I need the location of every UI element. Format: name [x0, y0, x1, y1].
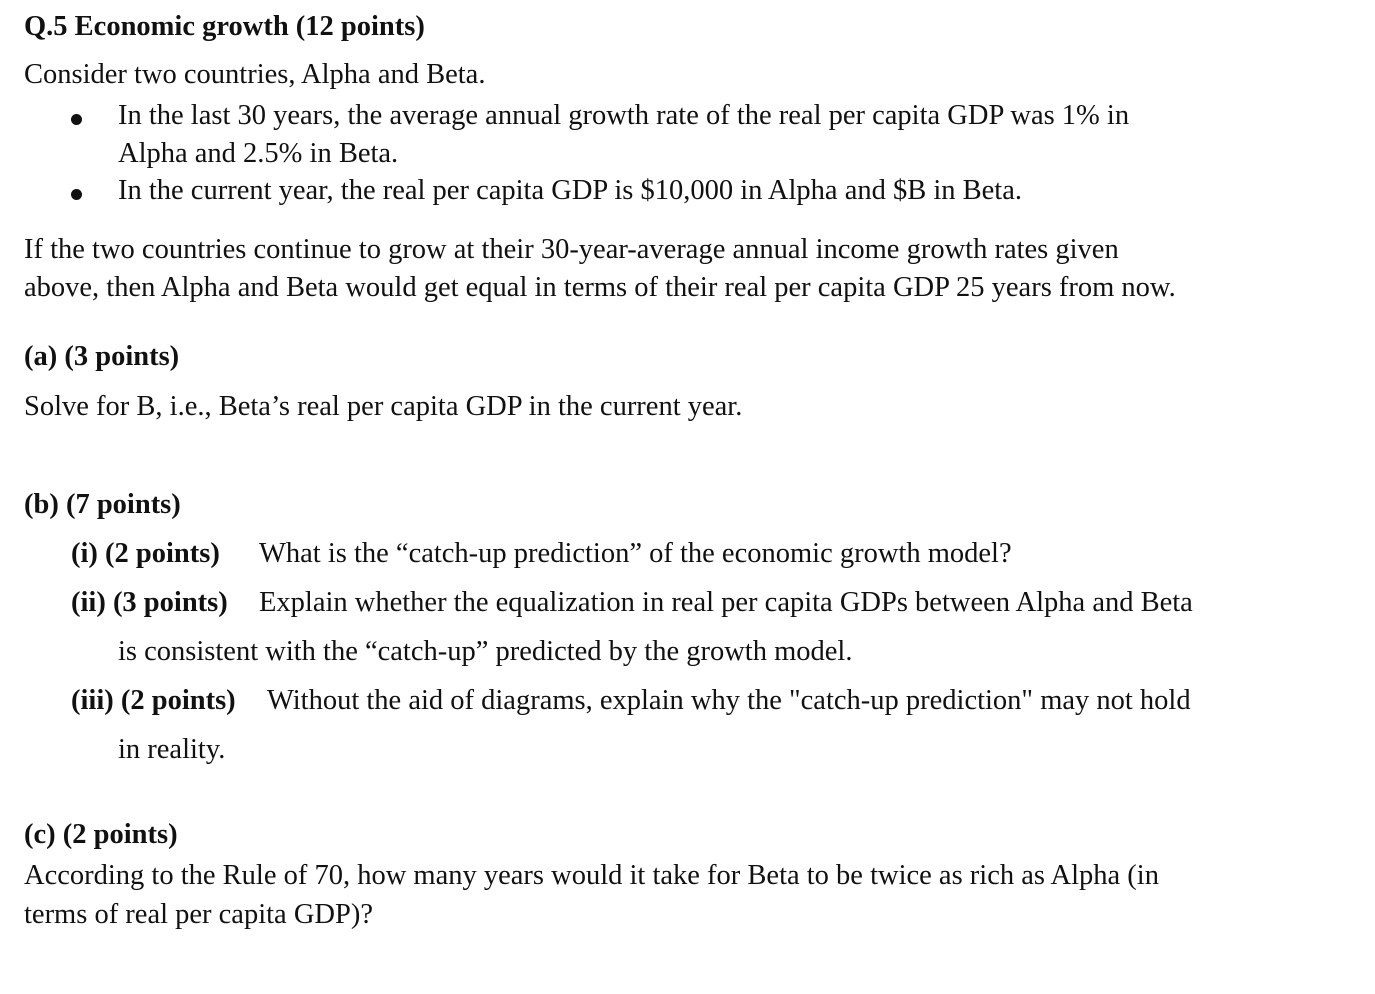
part-b-i-text: What is the “catch-up prediction” of the economic growth model?	[259, 538, 1012, 569]
part-b-ii-text-line-2: is consistent with the “catch-up” predicted by the growth model.	[118, 636, 853, 667]
part-b-iii-label: (iii) (2 points)	[71, 685, 236, 716]
part-c-line-1: According to the Rule of 70, how many years would it take for Beta to be twice as rich as Alpha (in	[24, 860, 1159, 891]
part-c-line-2: terms of real per capita GDP)?	[24, 899, 373, 930]
part-b-ii-label: (ii) (3 points)	[71, 587, 228, 618]
bullet-2-line-1: In the current year, the real per capita GDP is $10,000 in Alpha and $B in Beta.	[118, 175, 1022, 206]
part-b-iii-text-line-2: in reality.	[118, 734, 226, 765]
part-c-heading: (c) (2 points)	[24, 819, 178, 850]
question-intro: Consider two countries, Alpha and Beta.	[24, 59, 486, 90]
scenario-line-1: If the two countries continue to grow at their 30-year-average annual income growth rates given	[24, 234, 1119, 265]
part-b-iii-text-line-1: Without the aid of diagrams, explain why the "catch-up prediction" may not hold	[267, 685, 1191, 716]
bullet-1-line-2: Alpha and 2.5% in Beta.	[118, 138, 399, 169]
part-b-i-label: (i) (2 points)	[71, 538, 220, 569]
part-b-heading: (b) (7 points)	[24, 489, 181, 520]
part-b-ii-text-line-1: Explain whether the equalization in real per capita GDPs between Alpha and Beta	[259, 587, 1193, 618]
scenario-line-2: above, then Alpha and Beta would get equal in terms of their real per capita GDP 25 years from now.	[24, 272, 1176, 303]
bullet-icon	[71, 189, 82, 200]
part-a-heading: (a) (3 points)	[24, 341, 180, 372]
bullet-icon	[71, 114, 82, 125]
question-heading: Q.5 Economic growth (12 points)	[24, 11, 425, 42]
part-a-text: Solve for B, i.e., Beta’s real per capita GDP in the current year.	[24, 391, 743, 422]
bullet-1-line-1: In the last 30 years, the average annual growth rate of the real per capita GDP was 1% in	[118, 100, 1130, 131]
